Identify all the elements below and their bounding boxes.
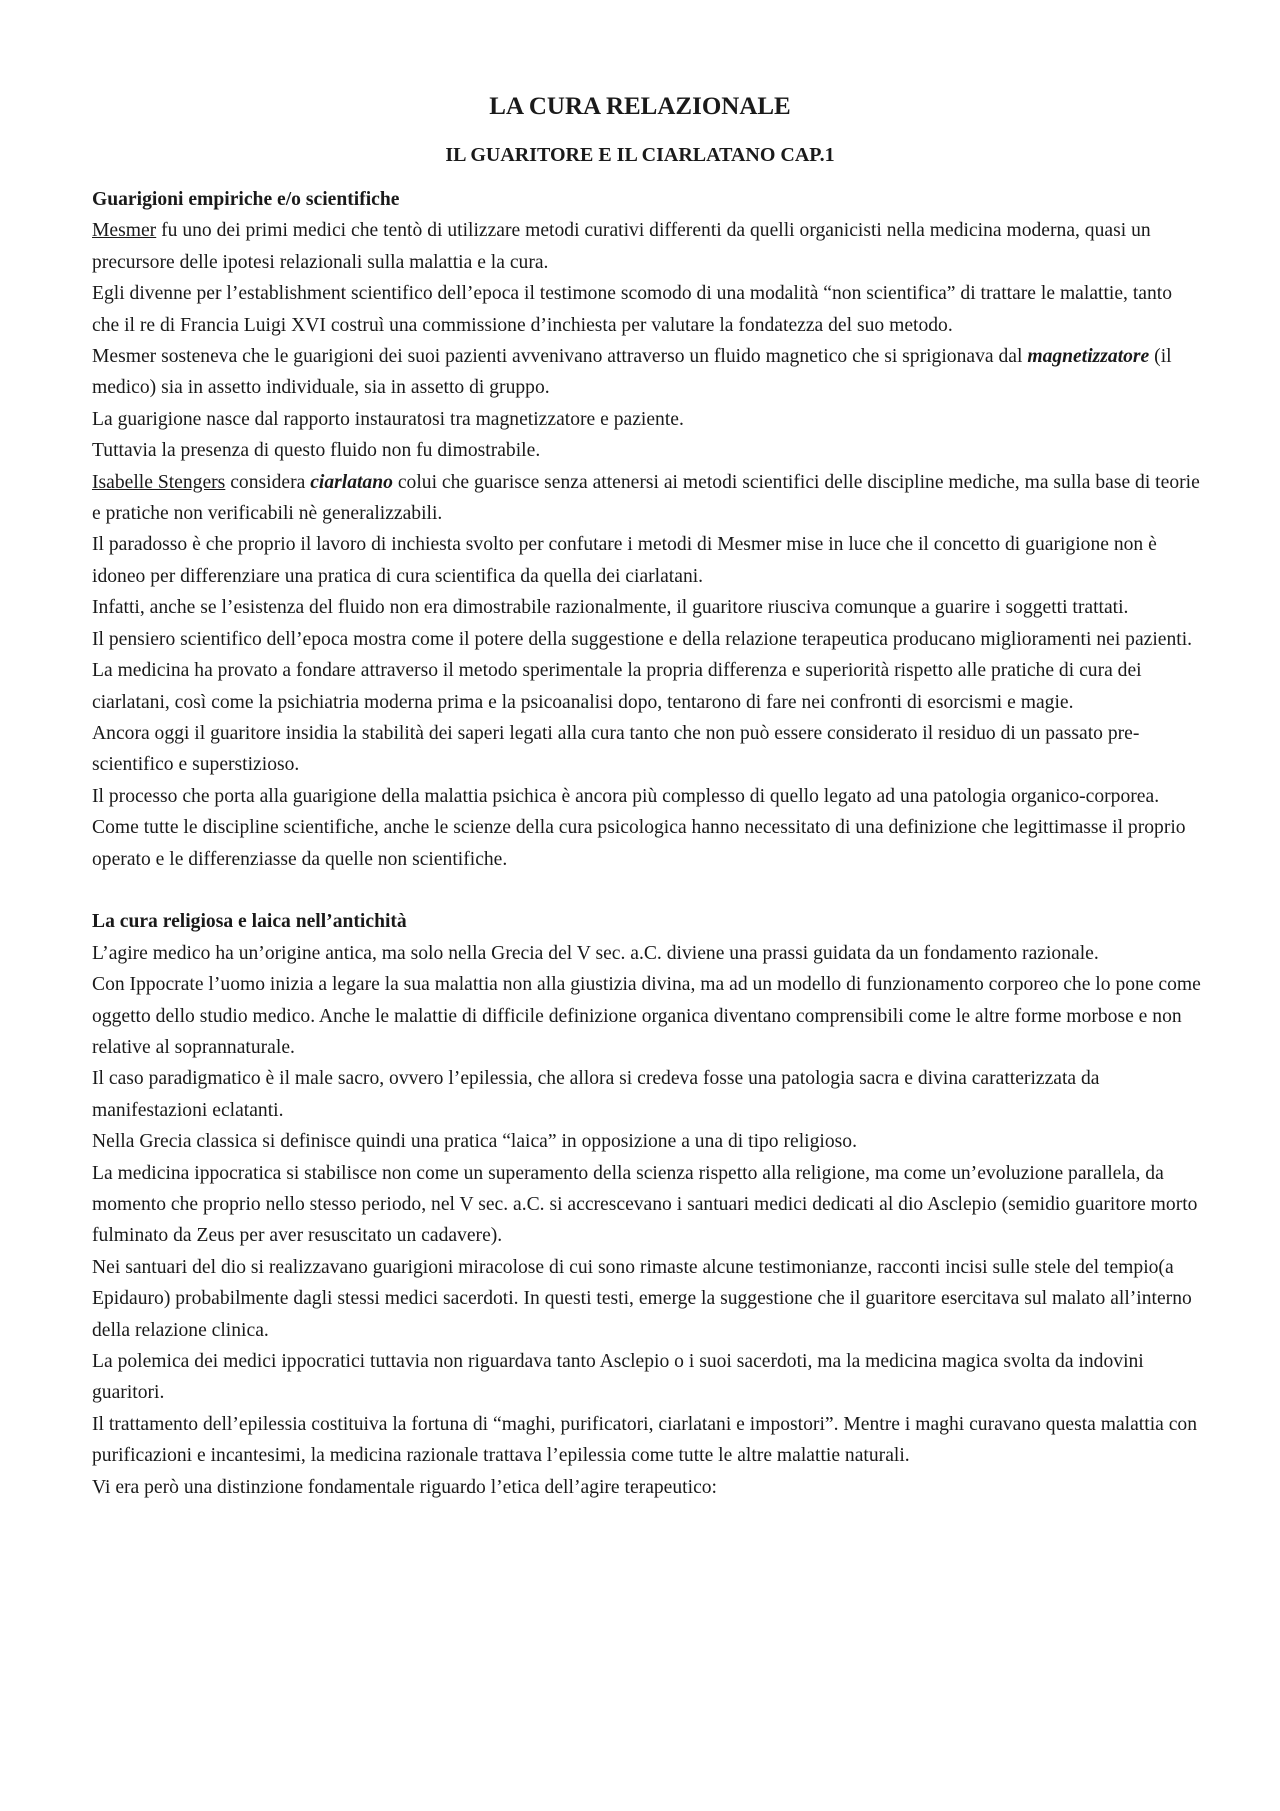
paragraph: Tuttavia la presenza di questo fluido non fu dimostrabile. bbox=[92, 440, 541, 462]
paragraph: La medicina ippocratica si stabilisce non come un superamento della scienza rispetto alla religione, ma come un’evoluzione parallela, da momento che proprio nello stesso periodo, nel V sec. a.C. si accrescevano i santuari medici dedicati al dio Asclepio (semidio guaritore morto fulminato da Zeus per aver resuscitato un cadavere). bbox=[92, 1162, 1198, 1247]
section-heading-antichita: La cura religiosa e laica nell’antichità bbox=[92, 911, 407, 933]
paragraph-text: colui che guarisce senza attenersi ai metodi scientifici delle discipline mediche, ma sulla base di teorie e pratiche non verificabili nè generalizzabili. bbox=[92, 471, 1200, 525]
paragraph-text: considera bbox=[225, 471, 311, 493]
section-heading-empiriche: Guarigioni empiriche e/o scientifiche bbox=[92, 189, 400, 210]
paragraph-text: Mesmer sosteneva che le guarigioni dei suoi pazienti avvenivano attraverso un fluido magnetico che si sprigionava dal bbox=[92, 346, 1028, 368]
paragraph: Vi era però una distinzione fondamentale riguardo l’etica dell’agire terapeutico: bbox=[92, 1476, 718, 1498]
paragraph: Infatti, anche se l’esistenza del fluido non era dimostrabile razionalmente, il guaritore riusciva comunque a guarire i soggetti trattati. bbox=[92, 597, 1129, 619]
paragraph: Nei santuari del dio si realizzavano guarigioni miracolose di cui sono rimaste alcune testimonianze, racconti incisi sulle stele del tempio(a Epidauro) probabilmente dagli stessi medici sacerdoti. In questi testi, emerge la suggestione che il guaritore esercitava sul malato all’interno della relazione clinica. bbox=[92, 1256, 1192, 1341]
chapter-subtitle: IL GUARITORE E IL CIARLATANO CAP.1 bbox=[445, 144, 835, 166]
section-spacer bbox=[92, 875, 1202, 906]
paragraph: L’agire medico ha un’origine antica, ma solo nella Grecia del V sec. a.C. diviene una prassi guidata da un fondamento razionale. bbox=[92, 942, 1099, 964]
mesmer-name: Mesmer bbox=[92, 220, 157, 242]
paragraph: Il paradosso è che proprio il lavoro di inchiesta svolto per confutare i metodi di Mesmer mise in luce che il concetto di guarigione non è idoneo per differenziare una pratica di cura scientifica da quella dei ciarlatani. bbox=[92, 534, 1157, 587]
document-body bbox=[92, 184, 1202, 1503]
paragraph: Il pensiero scientifico dell’epoca mostra come il potere della suggestione e della relazione terapeutica producano miglioramenti nei pazienti. bbox=[92, 628, 1193, 650]
paragraph: Egli divenne per l’establishment scientifico dell’epoca il testimone scomodo di una modalità “non scientifica” di trattare le malattie, tanto che il re di Francia Luigi XVI costruì una commissione d’inchiesta per valutare la fondatezza del suo metodo. bbox=[92, 283, 1173, 336]
stengers-name: Isabelle Stengers bbox=[92, 471, 226, 493]
paragraph: Il processo che porta alla guarigione della malattia psichica è ancora più complesso di quello legato ad una patologia organico-corporea. bbox=[92, 785, 1160, 807]
page-title: LA CURA RELAZIONALE bbox=[489, 93, 791, 120]
paragraph: La medicina ha provato a fondare attraverso il metodo sperimentale la propria differenza e superiorità rispetto alle pratiche di cura dei ciarlatani, così come la psichiatria moderna prima e la psicoanalisi dopo, tentarono di fare nei confronti di esorcismi e magie. bbox=[92, 660, 1142, 713]
paragraph bbox=[92, 467, 1202, 530]
emphasis-magnetizzatore: magnetizzatore bbox=[1027, 346, 1150, 368]
paragraph-text: (il medico) sia in assetto individuale, sia in assetto di gruppo. bbox=[92, 346, 1172, 399]
paragraph: La guarigione nasce dal rapporto instauratosi tra magnetizzatore e paziente. bbox=[92, 408, 684, 430]
paragraph: Con Ippocrate l’uomo inizia a legare la sua malattia non alla giustizia divina, ma ad un modello di funzionamento corporeo che lo pone come oggetto dello studio medico. Anche le malattie di difficile definizione organica diventano comprensibili come le altre forme morbose e non relative al soprannaturale. bbox=[92, 974, 1201, 1058]
paragraph: Come tutte le discipline scientifiche, anche le scienze della cura psicologica hanno necessitato di una definizione che legittimasse il proprio operato e le differenziasse da quelle non scientifiche. bbox=[92, 817, 1186, 870]
paragraph: Nella Grecia classica si definisce quindi una pratica “laica” in opposizione a una di tipo religioso. bbox=[92, 1131, 857, 1153]
paragraph bbox=[92, 215, 1202, 278]
paragraph: La polemica dei medici ippocratici tuttavia non riguardava tanto Asclepio o i suoi sacerdoti, ma la medicina magica svolta da indovini guaritori. bbox=[92, 1351, 1144, 1404]
paragraph bbox=[92, 341, 1202, 404]
paragraph: Il caso paradigmatico è il male sacro, ovvero l’epilessia, che allora si credeva fosse una patologia sacra e divina caratterizzata da manifestazioni eclatanti. bbox=[92, 1068, 1100, 1121]
paragraph: Il trattamento dell’epilessia costituiva la fortuna di “maghi, purificatori, ciarlatani e impostori”. Mentre i maghi curavano questa malattia con purificazioni e incantesimi, la medicina razionale trattava l’epilessia come tutte le altre malattie naturali. bbox=[92, 1413, 1198, 1467]
paragraph-text: fu uno dei primi medici che tentò di utilizzare metodi curativi differenti da quelli organicisti nella medicina moderna, quasi un precursore delle ipotesi relazionali sulla malattia e la cura. bbox=[92, 220, 1151, 273]
emphasis-ciarlatano: ciarlatano bbox=[310, 471, 393, 493]
paragraph: Ancora oggi il guaritore insidia la stabilità dei saperi legati alla cura tanto che non può essere considerato il residuo di un passato pre-scientifico e superstizioso. bbox=[92, 722, 1140, 776]
